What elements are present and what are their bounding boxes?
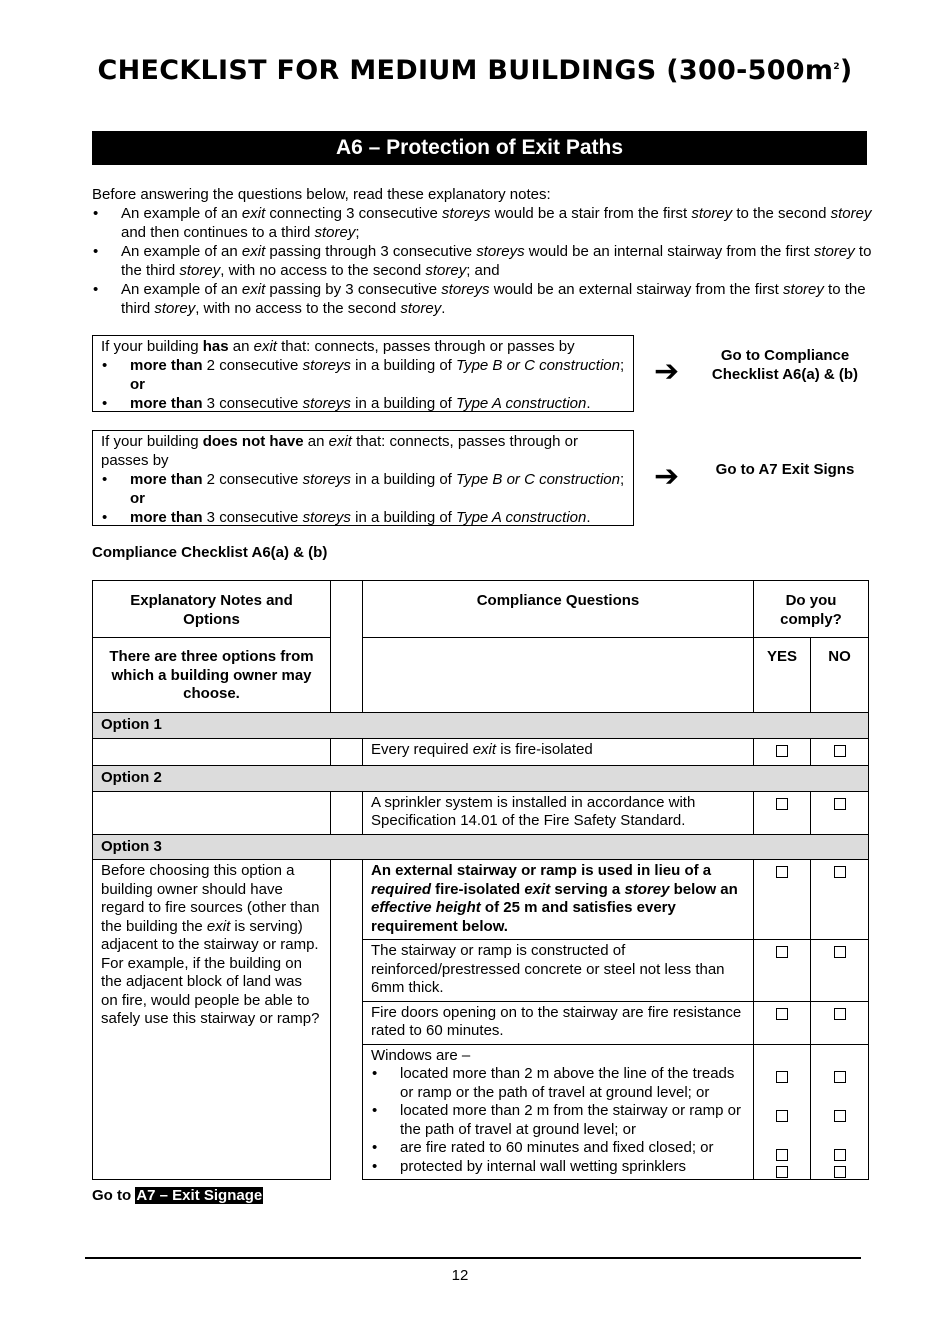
compliance-table bbox=[92, 580, 869, 1180]
yes-checkbox[interactable] bbox=[776, 946, 788, 958]
yes-checkbox[interactable] bbox=[776, 1149, 788, 1161]
no-checkbox[interactable] bbox=[834, 1110, 846, 1122]
yes-checkbox[interactable] bbox=[776, 745, 788, 757]
intro-bullet: • An example of an exit connecting 3 consecutive storeys would be a stair from the first storey to the second storey and then continues to a third storey; bbox=[121, 204, 882, 242]
exit-signage-link[interactable]: A7 – Exit Signage bbox=[136, 1187, 263, 1204]
intro-bullet: • An example of an exit passing by 3 consecutive storeys would be an external stairway from the first storey to the third storey, with no access to the second storey. bbox=[121, 280, 882, 318]
no-checkbox[interactable] bbox=[834, 1008, 846, 1020]
goto-next-section: Go to A7 – Exit Signage bbox=[92, 1187, 263, 1204]
windows-item: • located more than 2 m from the stairway or ramp or the path of travel at ground level; or bbox=[400, 1102, 745, 1139]
options-intro: There are three options from which a building owner may choose. bbox=[93, 638, 331, 713]
no-checkbox[interactable] bbox=[834, 1071, 846, 1083]
intro-lead: Before answering the questions below, read these explanatory notes: bbox=[92, 186, 551, 203]
option-3-question-fire-doors: Fire doors opening on to the stairway are fire resistance rated to 60 minutes. bbox=[363, 1001, 754, 1044]
option-1-question: Every required exit is fire-isolated bbox=[363, 738, 754, 766]
windows-item: • protected by internal wall wetting sprinklers bbox=[400, 1158, 745, 1177]
yes-checkbox[interactable] bbox=[776, 1166, 788, 1178]
option-1-label: Option 1 bbox=[93, 713, 869, 739]
goto-exit-signs: Go to A7 Exit Signs bbox=[715, 461, 855, 478]
option-3-note: Before choosing this option a building owner should have regard to fire sources (other than the building the exit is serving) adjacent to the stairway or ramp. For example, if the building on the adjacent block of land was on fire, would people be able to safely use this stairway or ramp? bbox=[93, 860, 331, 1180]
condition-box-no-exit: If your building does not have an exit that: connects, passes through or passes by • more than 2 consecutive storeys in a building of Type B or C construction; or • more than 3 consecutive storeys in a building of Type A construction. bbox=[92, 430, 634, 526]
section-banner: A6 – Protection of Exit Paths bbox=[92, 131, 867, 165]
header-questions: Compliance Questions bbox=[363, 581, 754, 638]
yes-header: YES bbox=[754, 638, 811, 713]
option-2-question: A sprinkler system is installed in accordance with Specification 14.01 of the Fire Safety Standard. bbox=[363, 791, 754, 834]
header-notes: Explanatory Notes and Options bbox=[93, 581, 331, 638]
checklist-heading: Compliance Checklist A6(a) & (b) bbox=[92, 544, 328, 561]
footer-divider bbox=[85, 1257, 861, 1259]
option-2-label: Option 2 bbox=[93, 766, 869, 792]
no-checkbox[interactable] bbox=[834, 1149, 846, 1161]
arrow-right-icon: ➔ bbox=[654, 355, 680, 388]
no-checkbox[interactable] bbox=[834, 1166, 846, 1178]
arrow-right-icon: ➔ bbox=[654, 460, 680, 493]
windows-item: • are fire rated to 60 minutes and fixed closed; or bbox=[400, 1139, 745, 1158]
option-3-label: Option 3 bbox=[93, 834, 869, 860]
no-checkbox[interactable] bbox=[834, 946, 846, 958]
explanatory-notes bbox=[92, 185, 882, 318]
condition-box-has-exit: If your building has an exit that: connects, passes through or passes by • more than 2 consecutive storeys in a building of Type B or C construction; or • more than 3 consecutive storeys in a building of Type A construction. bbox=[92, 335, 634, 412]
page-number: 12 bbox=[451, 1267, 469, 1284]
no-checkbox[interactable] bbox=[834, 798, 846, 810]
yes-checkbox[interactable] bbox=[776, 1008, 788, 1020]
no-checkbox[interactable] bbox=[834, 866, 846, 878]
yes-checkbox[interactable] bbox=[776, 866, 788, 878]
header-comply: Do you comply? bbox=[754, 581, 869, 638]
option-3-question-windows: Windows are – • located more than 2 m above the line of the treads or ramp or the path of travel at ground level; or • located more than 2 m from the stairway or ramp or the path of travel at ground level; or • are fire rated to 60 minutes and fixed closed; or • protected by internal wall wetting sprinklers bbox=[363, 1044, 754, 1180]
yes-checkbox[interactable] bbox=[776, 1071, 788, 1083]
windows-item: • located more than 2 m above the line of the treads or ramp or the path of travel at ground level; or bbox=[400, 1065, 745, 1102]
intro-bullet: • An example of an exit passing through 3 consecutive storeys would be an internal stairway from the first storey to the third storey, with no access to the second storey; and bbox=[121, 242, 882, 280]
goto-compliance-checklist: Go to Compliance Checklist A6(a) & (b) bbox=[711, 347, 859, 383]
yes-checkbox[interactable] bbox=[776, 1110, 788, 1122]
page-title: CHECKLIST FOR MEDIUM BUILDINGS $(300-500m^2)$ bbox=[97, 55, 853, 86]
no-header: NO bbox=[811, 638, 869, 713]
option-3-question-construction: The stairway or ramp is constructed of reinforced/prestressed concrete or steel not less than 6mm thick. bbox=[363, 940, 754, 1002]
yes-checkbox[interactable] bbox=[776, 798, 788, 810]
option-3-question-main: An external stairway or ramp is used in lieu of a required fire-isolated exit serving a storey below an effective height of 25 m and satisfies every requirement below. bbox=[363, 860, 754, 940]
no-checkbox[interactable] bbox=[834, 745, 846, 757]
